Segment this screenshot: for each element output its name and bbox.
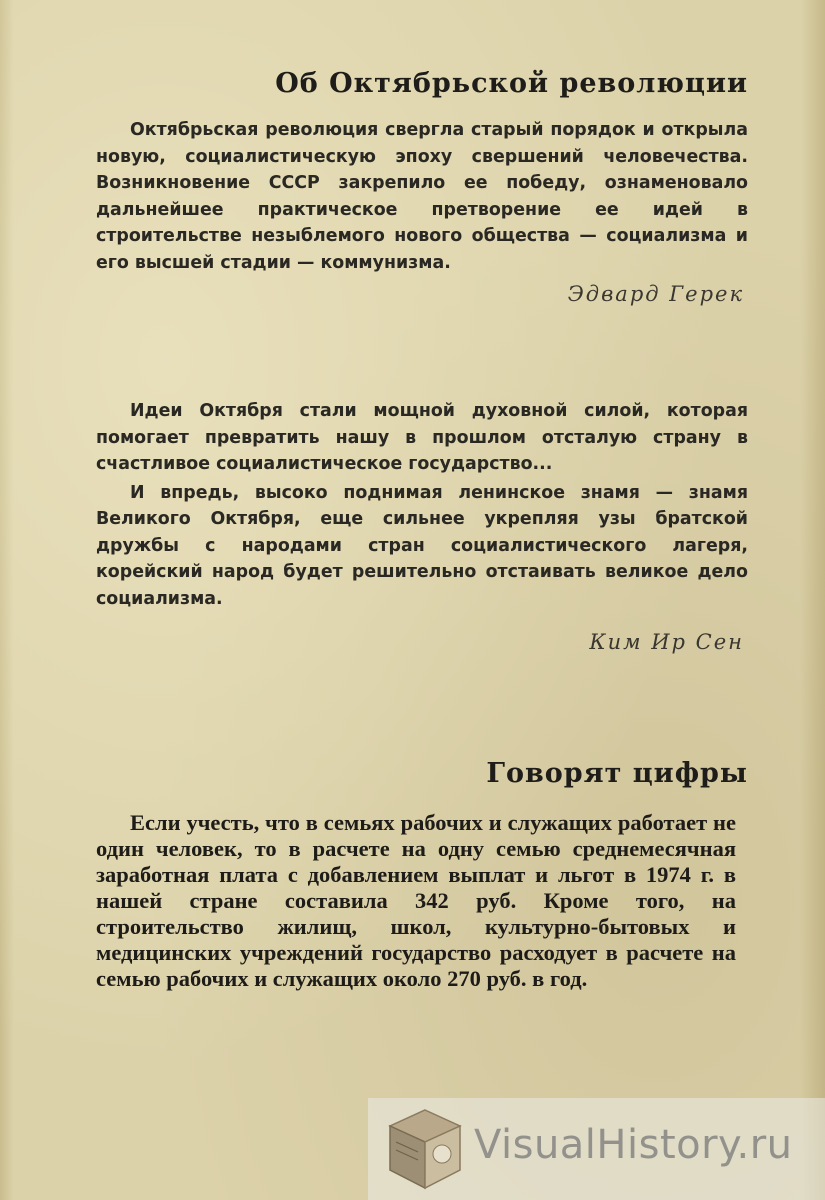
quote-gierek: Октябрьская революция свергла старый порядок и открыла новую, социалистическую эпоху свершений человечества. Возникновение СССР закрепило ее победу, ознаменовало дальнейшее практическое претворение ее идей в строительстве незыблемого нового общества — социализма и его высшей стадии — коммунизма. bbox=[96, 120, 748, 273]
section-heading-october: Об Октябрьской революции bbox=[275, 68, 748, 99]
section-heading-figures: Говорят цифры bbox=[486, 758, 748, 789]
book-cube-logo-icon bbox=[384, 1104, 466, 1194]
quote-kim-paragraph-1: Идеи Октября стали мощной духовной силой, которая помогает превратить нашу в прошлом отсталую страну в счастливое социалистическое государство... bbox=[96, 401, 748, 474]
author-kim: Ким Ир Сен bbox=[589, 630, 744, 654]
quote-kim-paragraph-2: И впредь, высоко поднимая ленинское знамя — знамя Великого Октября, еще сильнее укрепляя узы братской дружбы с народами стран социалистического лагеря, корейский народ будет решительно отстаивать великое дело социализма. bbox=[96, 482, 748, 609]
watermark bbox=[368, 1098, 825, 1200]
page-content bbox=[96, 58, 748, 991]
author-gierek: Эдвард Герек bbox=[567, 282, 744, 306]
figures-paragraph: Если учесть, что в семьях рабочих и служащих работает не один человек, то в расчете на одну семью среднемесячная заработная плата с добавлением выплат и льгот в 1974 г. в нашей стране составила 342 руб. Кроме того, на строительство жилищ, школ, культурно-бытовых и медицинских учреждений государство расходует в расчете на семью рабочих и служащих около 270 руб. в год. bbox=[96, 810, 736, 991]
watermark-text: VisualHistory.ru bbox=[474, 1122, 793, 1168]
quote-kim-block bbox=[96, 398, 748, 654]
